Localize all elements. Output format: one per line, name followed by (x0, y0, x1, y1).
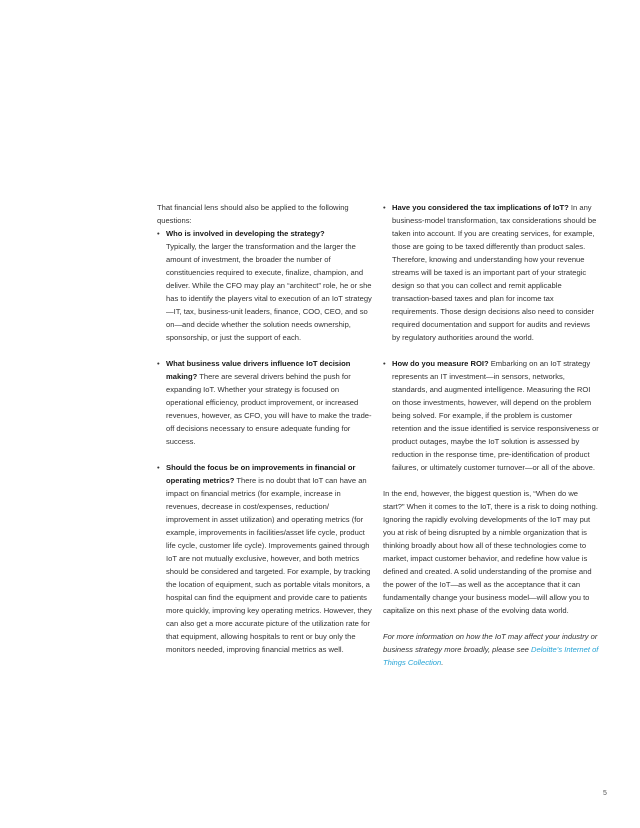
question-heading: Have you considered the tax implications of IoT? (392, 203, 569, 212)
right-column (383, 201, 599, 669)
question-body: In any business-model transformation, tax considerations should be taken into account. If you are creating services, for example, those are going to be taxed differently than product sales. Therefore, knowing and understanding how your revenue streams will be taxed is an important part of your strategic design so that you can collect and remit applicable transaction-based taxes and plan for income tax requirements. Those design decisions also need to consider required documentation and support for audits and reviews by regulatory authorities around the world. (392, 203, 597, 342)
left-column (157, 201, 373, 656)
closing-paragraph: In the end, however, the biggest question is, “When do we start?” When it comes to the IoT, there is a risk to doing nothing. Ignoring the rapidly evolving developments of the IoT may put you at risk of being disrupted by a nimble organization that is thinking broadly about how all of these technologies come to market, impact customer behavior, and redefine how value is defined and created. A solid understanding of the promise and the power of the IoT—as well as the acceptance that it can fundamentally change your business model—will allow you to capitalize on this next phase of the evolving data world. (383, 489, 598, 615)
question-heading: Should the focus be on improvements in financial or operating metrics? (166, 463, 356, 485)
list-item (383, 357, 599, 474)
intro-paragraph: That financial lens should also be applied to the following questions: (157, 203, 349, 225)
page-number: 5 (603, 790, 607, 797)
right-question-list (383, 201, 599, 474)
more-info-paragraph (383, 630, 599, 669)
question-body: There are several drivers behind the push for expanding IoT. Whether your strategy is focused on operational efficiency, product improvement, or increased revenues, however, as CFO, you will have to make the trade-off decisions necessary to ensure adequate funding for success. (166, 372, 372, 446)
question-body: Embarking on an IoT strategy represents an IT investment—in sensors, networks, standards, and augmented intelligence. Measuring the ROI on those investments, however, will depend on the problem being solved. For example, if the problem is customer retention and the issue identified is service responsiveness or product outages, maybe the IoT solution is assessed by reduction in the response time, pre-identification of product failures, or ultimately customer turnover—or all of the above. (392, 359, 599, 472)
question-heading: What business value drivers influence IoT decision making? (166, 359, 351, 381)
list-item (157, 357, 373, 448)
list-item (383, 201, 599, 344)
question-body: There is no doubt that IoT can have an impact on financial metrics (for example, increase in revenues, decrease in cost/expenses, reduction/ improvement in asset utilization) and operating metrics (for example, improvements in facilities/asset life cycle, product life cycle, customer life cycle). Improvements gained through IoT are not mutually exclusive, however, and both metrics should be considered and targeted. For example, by tracking the location of equipment, such as portable vitals monitors, a hospital can find the equipment and provide care to patients more quickly, improving key operating metrics. However, they can also get a more accurate picture of the utilization rate for that equipment, allowing hospitals to rent or buy only the monitors needed, improving financial metrics as well. (166, 476, 372, 654)
collection-link[interactable]: Deloitte’s Internet of Things Collection (383, 645, 599, 667)
more-info-text: For more information on how the IoT may affect your industry or business strategy more broadly, please see (383, 632, 598, 654)
list-item (157, 461, 373, 656)
bullet-icon: • (383, 359, 386, 368)
question-heading: How do you measure ROI? (392, 359, 489, 368)
bullet-icon: • (157, 463, 160, 472)
bullet-icon: • (157, 359, 160, 368)
bullet-icon: • (383, 203, 386, 212)
bullet-icon: • (157, 229, 160, 238)
question-heading: Who is involved in developing the strategy? (166, 229, 325, 238)
more-info-end: . (441, 658, 444, 667)
left-question-list (157, 227, 373, 656)
question-body: Typically, the larger the transformation and the larger the amount of investment, the broader the number of constituencies required to execute, finalize, champion, and deliver. While the CFO may play an “architect” role, he or she has to identify the players vital to execution of an IoT strategy—IT, tax, business-unit leaders, finance, COO, CEO, and so on—and decide whether the solution needs ownership, sponsorship, or just the support of each. (166, 242, 372, 342)
list-item (157, 227, 373, 344)
